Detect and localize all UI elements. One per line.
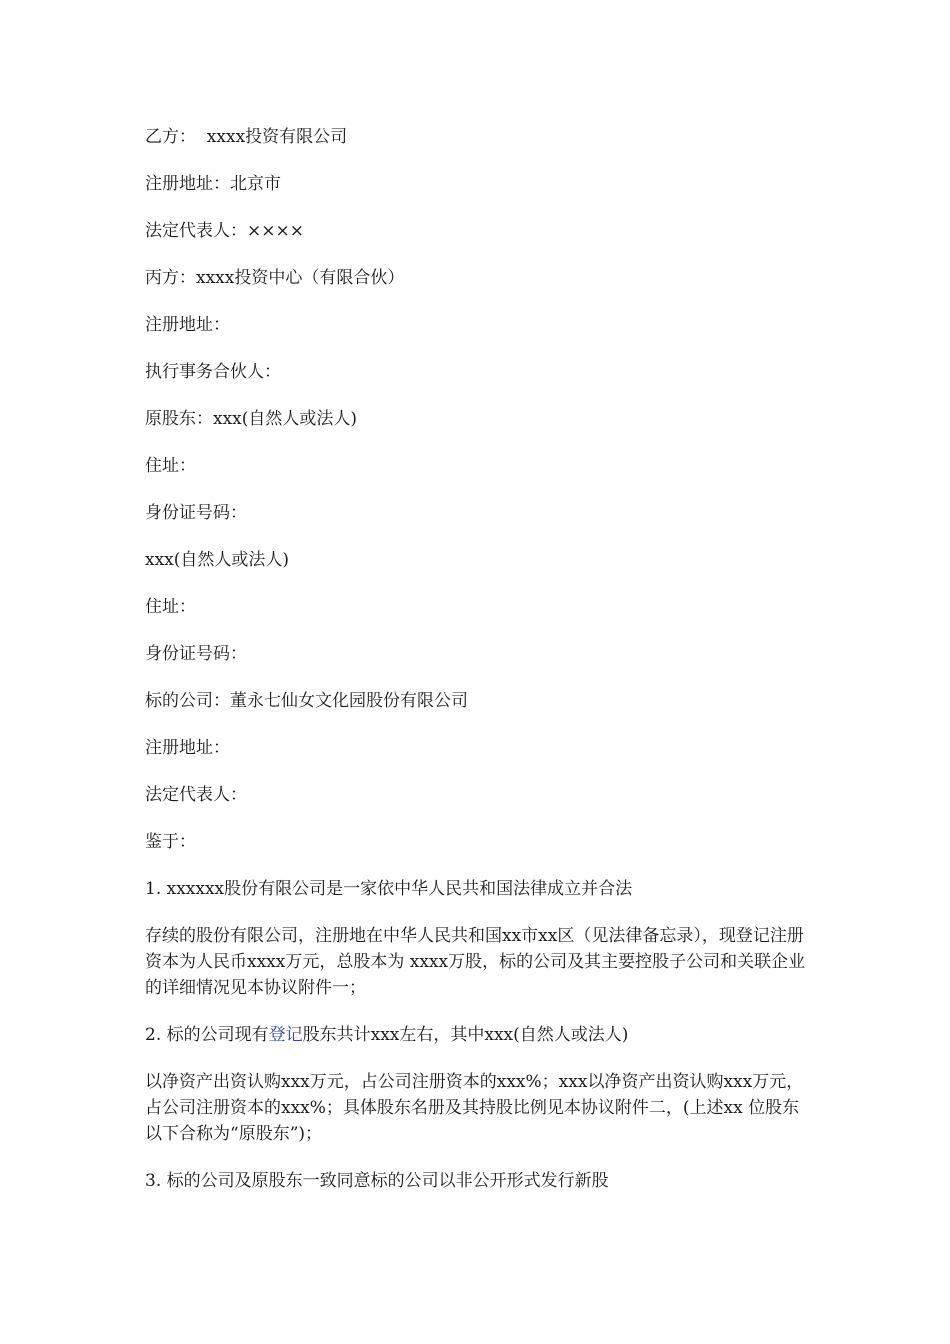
original-shareholder-line: 原股东：xxx(自然人或法人) [145, 409, 358, 429]
recital-1-body: 存续的股份有限公司，注册地在中华人民共和国xx市xx区（见法律备忘录），现登记注册资本为人民币xxxx万元，总股本为 xxxx万股，标的公司及其主要控股子公司和关联企业的详细情况见本协议附件一； [145, 926, 806, 998]
shareholder-1-address: 住址： [145, 456, 196, 476]
shareholder-2-address: 住址： [145, 597, 196, 617]
target-company-address: 注册地址： [145, 738, 230, 758]
recital-2-body: 以净资产出资认购xxx万元，占公司注册资本的xxx%；xxx以净资产出资认购xxx万元，占公司注册资本的xxx%；具体股东名册及其持股比例见本协议附件二，(上述xx 位股东以下合称为“原股东”)； [145, 1072, 804, 1144]
recital-1-heading: 1. xxxxxx股份有限公司是一家依中华人民共和国法律成立并合法 [145, 879, 633, 899]
recital-2-suffix: 股东共计xxx左右，其中xxx(自然人或法人) [302, 1025, 629, 1045]
recital-2-heading [145, 1022, 810, 1048]
recital-3-heading: 3. 标的公司及原股东一致同意标的公司以非公开形式发行新股 [145, 1171, 609, 1191]
target-company-representative: 法定代表人： [145, 785, 247, 805]
shareholder-2-id-number: 身份证号码： [145, 644, 247, 664]
whereas-heading: 鉴于： [145, 832, 196, 852]
shareholder-1-id-number: 身份证号码： [145, 503, 247, 523]
party-b-representative: 法定代表人：×××× [145, 221, 304, 241]
document-page [145, 124, 810, 1215]
party-b-address: 注册地址：北京市 [145, 174, 281, 194]
registration-link[interactable]: 登记 [268, 1025, 303, 1045]
party-b-line: 乙方： xxxx投资有限公司 [145, 127, 348, 147]
recital-2-prefix: 2. 标的公司现有 [145, 1025, 269, 1045]
party-c-address: 注册地址： [145, 315, 230, 335]
shareholder-2-line: xxx(自然人或法人) [145, 550, 290, 570]
target-company-line: 标的公司：董永七仙女文化园股份有限公司 [145, 691, 468, 711]
party-c-line: 丙方：xxxx投资中心（有限合伙） [145, 268, 405, 288]
party-c-managing-partner: 执行事务合伙人： [145, 362, 281, 382]
